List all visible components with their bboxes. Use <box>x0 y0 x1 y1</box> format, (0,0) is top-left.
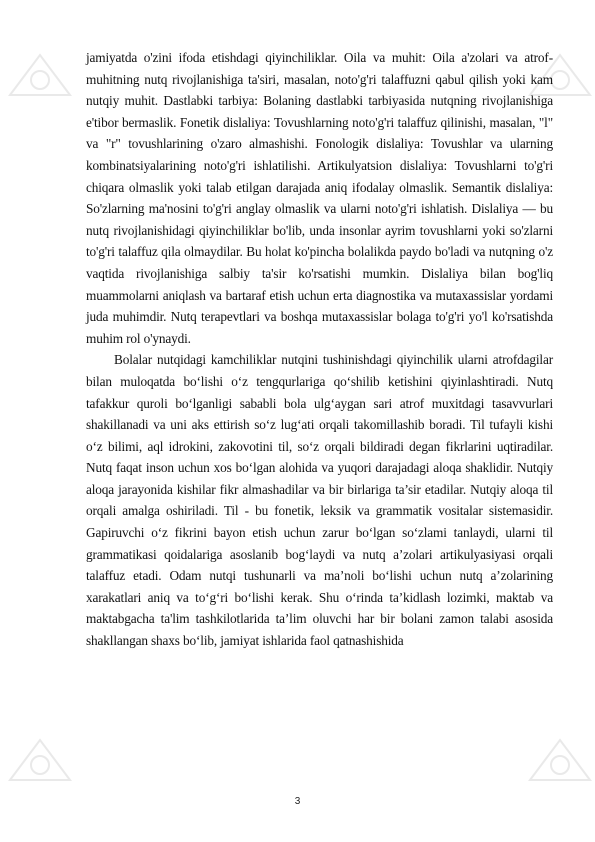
paragraph-2: Bolalar nutqidagi kamchiliklar nutqini tushinishdagi qiyinchilik ularni atrofdagilar bilan muloqatda bo‘lishi o‘z tengqurlariga qo‘shilib ketishini qiyinlashtiradi. Nutq tafakkur quroli bo‘lganligi sababli bola ulg‘aygan sari atrof muxitdagi tasavvurlari shakillanadi va uni aks ettirish so‘z lug‘ati orqali takomillashib boradi. Til tufayli kishi o‘z bilimi, aql idrokini, zakovotini til, so‘z orqali bildiradi degan fikrlarini uqtiradilar. Nutq faqat inson uchun xos bo‘lgan alohida va yuqori darajadagi aloqa shaklidir. Nutqiy aloqa jarayonida kishilar fikr almashadilar va bir birlariga ta’sir etadilar. Nutqiy aloqa til orqali amalga oshiriladi. Til - bu fonetik, leksik va grammatik vositalar sistemasidir. Gapiruvchi o‘z fikrini bayon etish uchun zarur bo‘lgan so‘zlami tanlaydi, ularni til grammatikasi qoidalariga asoslanib bog‘laydi va nutq a’zolari artikulyasiyasi orqali talaffuz etadi. Odam nutqi tushunarli va ma’noli bo‘lishi uchun nutq a’zolarining xarakatlari aniq va to‘g‘ri bo‘lishi kerak. Shu o‘rinda ta’kidlash lozimki, maktab va maktabgacha ta'lim tashkilotlarida ta’lim oluvchi har bir bolani zamon talabi asosida shakllangan shaxs bo‘lib, jamiyat ishlarida faol qatnashishida <box>86 352 553 649</box>
paragraph-1: jamiyatda o'zini ifoda etishdagi qiyinchiliklar. Oila va muhit: Oila a'zolari va atrof-muhitning nutq rivojlanishiga ta'siri, masalan, noto'g'ri talaffuzni qabul qilish yoki kam nutqiy muhit. Dastlabki tarbiya: Bolaning dastlabki tarbiyasida nutqning rivojlanishiga e'tibor bermaslik. Fonetik dislaliya: Tovushlarning noto'g'ri talaffuz qilinishi, masalan, "l" va "r" tovushlarining o'zaro almashishi. Fonologik dislaliya: Tovushlar va ularning kombinatsiyalarining noto'g'ri ishlatilishi. Artikulyatsion dislaliya: Tovushlarni to'g'ri chiqara olmaslik yoki talab etilgan darajada aniq ifodalay olmaslik. Semantik dislaliya: So'zlarning ma'nosini to'g'ri anglay olmaslik va ularni noto'g'ri ishlatish. Dislaliya — bu nutq rivojlanishidagi qiyinchiliklar bo'lib, unda insonlar ayrim tovushlarni yoki so'zlarni to'g'ri talaffuz qila olmaydilar. Bu holat ko'pincha bolalikda paydo bo'ladi va nutqning o'z vaqtida rivojlanishiga salbiy ta'sir ko'rsatishi mumkin. Dislaliya bilan bog'liq muammolarni aniqlash va bartaraf etish uchun erta diagnostika va mutaxassislar yordami juda muhimdir. Nutq terapevtlari va boshqa mutaxassislar bolaga to'g'ri yo'l ko'rsatishda muhim rol o'ynaydi. <box>86 50 553 346</box>
document-body <box>86 47 553 652</box>
page-number: 3 <box>294 796 301 807</box>
